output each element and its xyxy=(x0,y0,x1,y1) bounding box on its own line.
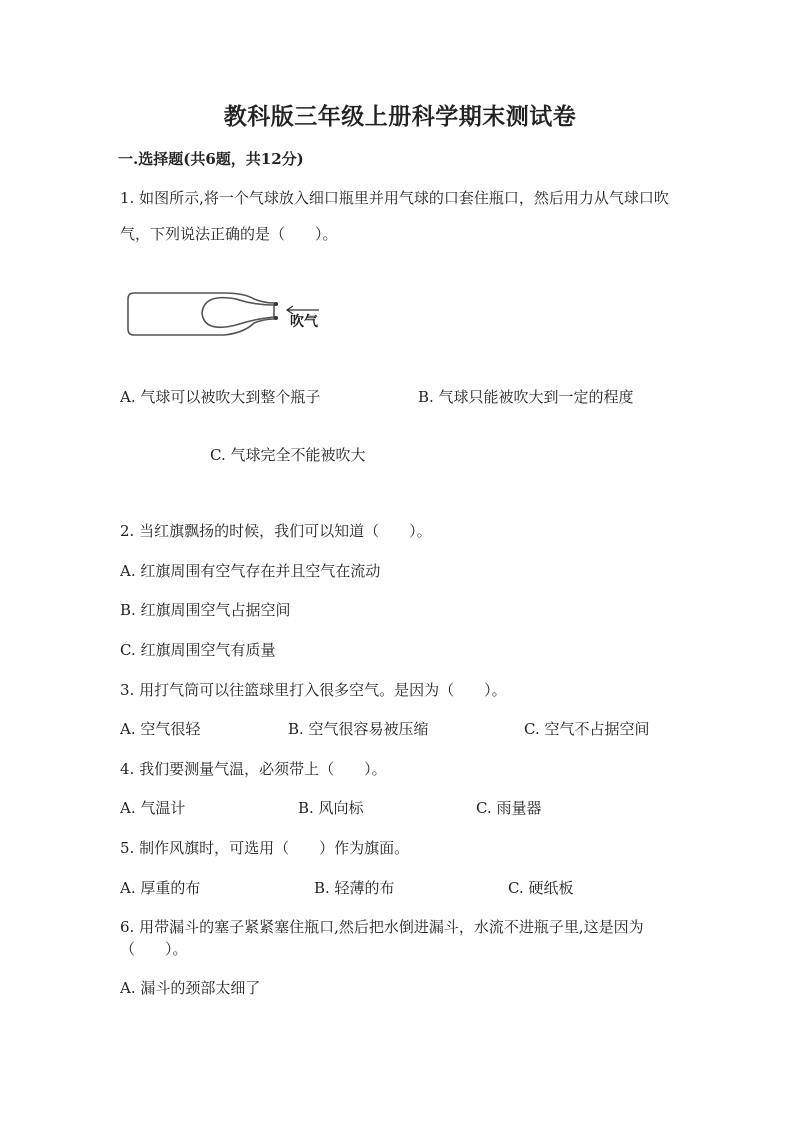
page-title: 教科版三年级上册科学期末测试卷 xyxy=(223,104,577,130)
balloon-bottle-figure xyxy=(124,285,344,349)
question-6-stem: 6. 用带漏斗的塞子紧紧塞住瓶口,然后把水倒进漏斗，水流不进瓶子里,这是因为（ ）。 xyxy=(120,918,644,958)
q6-option-a: A. 漏斗的颈部太细了 xyxy=(120,979,261,997)
q1-option-b: B. 气球只能被吹大到一定的程度 xyxy=(418,388,634,406)
q3-option-b: B. 空气很容易被压缩 xyxy=(288,720,429,738)
figure-label-blow: 吹气 xyxy=(290,314,318,330)
q2-option-c: C. 红旗周围空气有质量 xyxy=(120,641,276,659)
question-3-stem: 3. 用打气筒可以往篮球里打入很多空气。是因为（ ）。 xyxy=(120,681,507,699)
bottle-outline xyxy=(128,293,274,335)
q5-option-a: A. 厚重的布 xyxy=(120,879,201,897)
question-5-stem: 5. 制作风旗时，可选用（ ）作为旗面。 xyxy=(120,839,410,857)
balloon-mouth-bottom xyxy=(274,316,278,320)
q2-option-a: A. 红旗周围有空气存在并且空气在流动 xyxy=(120,562,381,580)
question-2-stem: 2. 当红旗飘扬的时候，我们可以知道（ ）。 xyxy=(120,522,432,540)
q2-option-b: B. 红旗周围空气占据空间 xyxy=(120,601,291,619)
q1-option-c: C. 气球完全不能被吹大 xyxy=(210,446,366,464)
question-1-stem: 1. 如图所示,将一个气球放入细口瓶里并用气球的口套住瓶口，然后用力从气球口吹气，下列说法正确的是（ ）。 xyxy=(120,189,669,243)
balloon-mouth-top xyxy=(274,302,278,306)
q5-option-b: B. 轻薄的布 xyxy=(314,879,395,897)
q1-option-a: A. 气球可以被吹大到整个瓶子 xyxy=(120,388,321,406)
q4-option-c: C. 雨量器 xyxy=(476,799,542,817)
section-heading: 一.选择题(共6题，共12分) xyxy=(118,150,304,168)
q4-option-b: B. 风向标 xyxy=(298,799,364,817)
question-4-stem: 4. 我们要测量气温，必须带上（ ）。 xyxy=(120,760,387,778)
q3-option-a: A. 空气很轻 xyxy=(120,720,201,738)
q5-option-c: C. 硬纸板 xyxy=(508,879,574,897)
q4-option-a: A. 气温计 xyxy=(120,799,186,817)
q3-option-c: C. 空气不占据空间 xyxy=(524,720,650,738)
